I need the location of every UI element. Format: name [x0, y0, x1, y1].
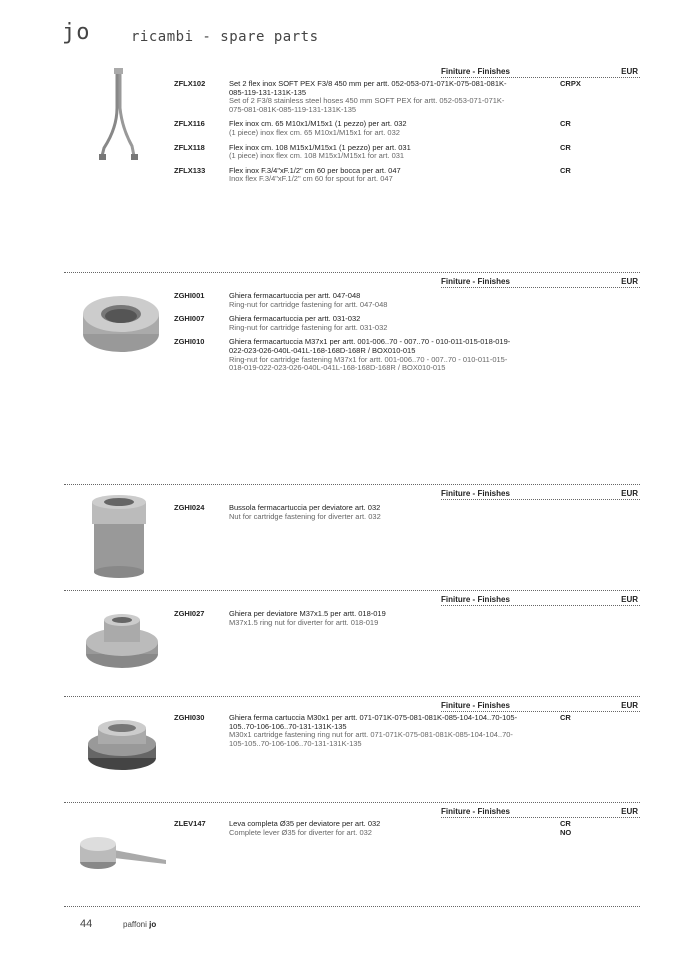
cartridge-ring-nut-icon: [84, 714, 160, 774]
finish-code-no: NO: [560, 827, 572, 837]
page-title: ricambi - spare parts: [131, 29, 319, 45]
item-desc-it: Flex inox cm. 108 M15x1/M15x1 (1 pezzo) per art. 031: [229, 142, 411, 152]
brand-logo: jo: [62, 20, 91, 45]
list-item: [174, 292, 640, 309]
header-divider: [441, 605, 640, 606]
item-desc-en: (1 piece) inox flex cm. 108 M15x1/M15x1 for art. 031: [229, 151, 405, 161]
item-desc-it: Flex inox cm. 65 M10x1/M15x1 (1 pezzo) per art. 032: [229, 119, 407, 129]
header-divider: [441, 77, 640, 78]
item-finish: [560, 820, 571, 837]
item-code: ZFLX116: [174, 119, 205, 129]
list-item: [174, 338, 640, 372]
item-desc-en: Inox flex F.3/4"xF.1/2" cm 60 for spout for art. 047: [229, 174, 393, 184]
item-desc-en: (1 piece) inox flex cm. 65 M10x1/M15x1 for art. 032: [229, 127, 400, 137]
item-desc-it: Ghiera fermacartuccia per artt. 031-032: [229, 314, 361, 324]
item-finish: CR: [560, 119, 571, 129]
item-desc-en: M30x1 cartridge fastening ring nut for artt. 071-071K-075-081-081K-085-104-104..70-105-105..70-106-106..70-131-131K-135: [229, 730, 513, 748]
item-desc-it: Flex inox F.3/4"xF.1/2" cm 60 per bocca per art. 047: [229, 165, 401, 175]
list-item: [174, 504, 640, 521]
item-code: ZLEV147: [174, 819, 206, 828]
eur-header: EUR: [621, 489, 638, 498]
list-item: [174, 144, 640, 161]
item-desc-it: Leva completa Ø35 per deviatore per art. 032: [229, 819, 381, 828]
item-desc-it: Ghiera per deviatore M37x1.5 per artt. 018-019: [229, 609, 386, 618]
item-desc-en: Complete lever Ø35 for diverter for art. 032: [229, 827, 372, 837]
section-bush-nut: [64, 484, 640, 584]
footer-brand-bold: jo: [149, 920, 157, 929]
section-divider: [64, 696, 640, 697]
item-desc-en: Ring-nut for cartridge fastening for artt. 047-048: [229, 299, 388, 309]
item-finish: CR: [560, 142, 571, 152]
item-code: ZFLX102: [174, 79, 206, 88]
finish-code-cr: CR: [560, 819, 571, 828]
item-desc-it: Bussola fermacartuccia per deviatore art. 032: [229, 503, 381, 512]
diverter-ring-nut-icon: [82, 604, 162, 674]
header-divider: [441, 499, 640, 500]
list-item: [174, 610, 640, 627]
section-divider: [64, 802, 640, 803]
item-desc-it: Set 2 flex inox SOFT PEX F3/8 450 mm per artt. 052-053-071-071K-075-081-081K-085-119-131-131K-135: [229, 79, 507, 97]
finishes-header: Finiture - Finishes: [441, 595, 510, 604]
list-item: [174, 167, 640, 184]
item-code: ZGHI027: [174, 609, 205, 618]
flex-hose-icon: [84, 68, 154, 168]
section-divider: [64, 590, 640, 591]
list-item: [174, 315, 640, 332]
item-code: ZGHI024: [174, 503, 205, 512]
section-divider: [64, 272, 640, 273]
item-desc-en: Nut for cartridge fastening for diverter art. 032: [229, 511, 381, 521]
item-desc-it: Ghiera ferma cartuccia M30x1 per artt. 071-071K-075-081-081K-085-104-104..70-105-105..70-106-106..70-131-131K-135: [229, 713, 518, 731]
item-code: ZFLX133: [174, 165, 206, 175]
finishes-header: Finiture - Finishes: [441, 701, 510, 710]
list-item: [174, 80, 640, 114]
section-divider: [64, 484, 640, 485]
item-code: ZGHI010: [174, 337, 205, 347]
item-desc-it: Ghiera fermacartuccia M37x1 per artt. 001-006..70 - 007..70 - 010-011-015-018-019-022-023-026-040L-041L-168-168D-168R / BOX010-015: [229, 337, 511, 355]
item-desc-en: Set of 2 F3/8 stainless steel hoses 450 mm SOFT PEX for artt. 052-053-071-071K-075-081-081K-085-119-131-131K-135: [229, 96, 505, 114]
finishes-header: Finiture - Finishes: [441, 67, 510, 76]
bush-nut-icon: [84, 492, 154, 582]
footer-brand-name: paffoni: [123, 920, 147, 929]
eur-header: EUR: [621, 701, 638, 710]
section-ring-nuts: [64, 272, 640, 472]
item-code: ZGHI030: [174, 713, 205, 722]
eur-header: EUR: [621, 277, 638, 286]
eur-header: EUR: [621, 807, 638, 816]
item-desc-en: Ring-nut for cartridge fastening M37x1 for artt. 001-006..70 - 007..70 - 010-011-015-018-019-022-023-026-040L-041L-168-168D-168R / BOX010-015: [229, 354, 508, 373]
header-divider: [441, 817, 640, 818]
ring-nut-icon: [76, 282, 166, 367]
item-desc-en: Ring-nut for cartridge fastening for artt. 031-032: [229, 322, 388, 332]
eur-header: EUR: [621, 67, 638, 76]
item-code: ZGHI007: [174, 314, 205, 324]
header-divider: [441, 711, 640, 712]
list-item: [174, 120, 640, 137]
item-code: ZGHI001: [174, 291, 205, 300]
footer-divider: [64, 906, 640, 907]
section-cartridge-ring-nut: [64, 696, 640, 796]
list-item: [174, 820, 640, 837]
footer-brand: [123, 920, 156, 929]
item-desc-it: Ghiera fermacartuccia per artt. 047-048: [229, 291, 361, 300]
eur-header: EUR: [621, 595, 638, 604]
item-finish: CR: [560, 713, 571, 722]
item-desc-en: M37x1.5 ring nut for diverter for artt. 018-019: [229, 617, 379, 627]
item-finish: CR: [560, 165, 571, 175]
list-item: [174, 714, 640, 748]
header-divider: [441, 287, 640, 288]
finishes-header: Finiture - Finishes: [441, 277, 510, 286]
page-number: 44: [80, 918, 93, 930]
section-lever: [64, 802, 640, 902]
finishes-header: Finiture - Finishes: [441, 489, 510, 498]
section-diverter-ring-nut: [64, 590, 640, 690]
item-code: ZFLX118: [174, 142, 205, 152]
section-flex-hoses: [64, 62, 640, 262]
item-finish: CRPX: [560, 79, 581, 88]
lever-icon: [74, 822, 174, 882]
finishes-header: Finiture - Finishes: [441, 807, 510, 816]
